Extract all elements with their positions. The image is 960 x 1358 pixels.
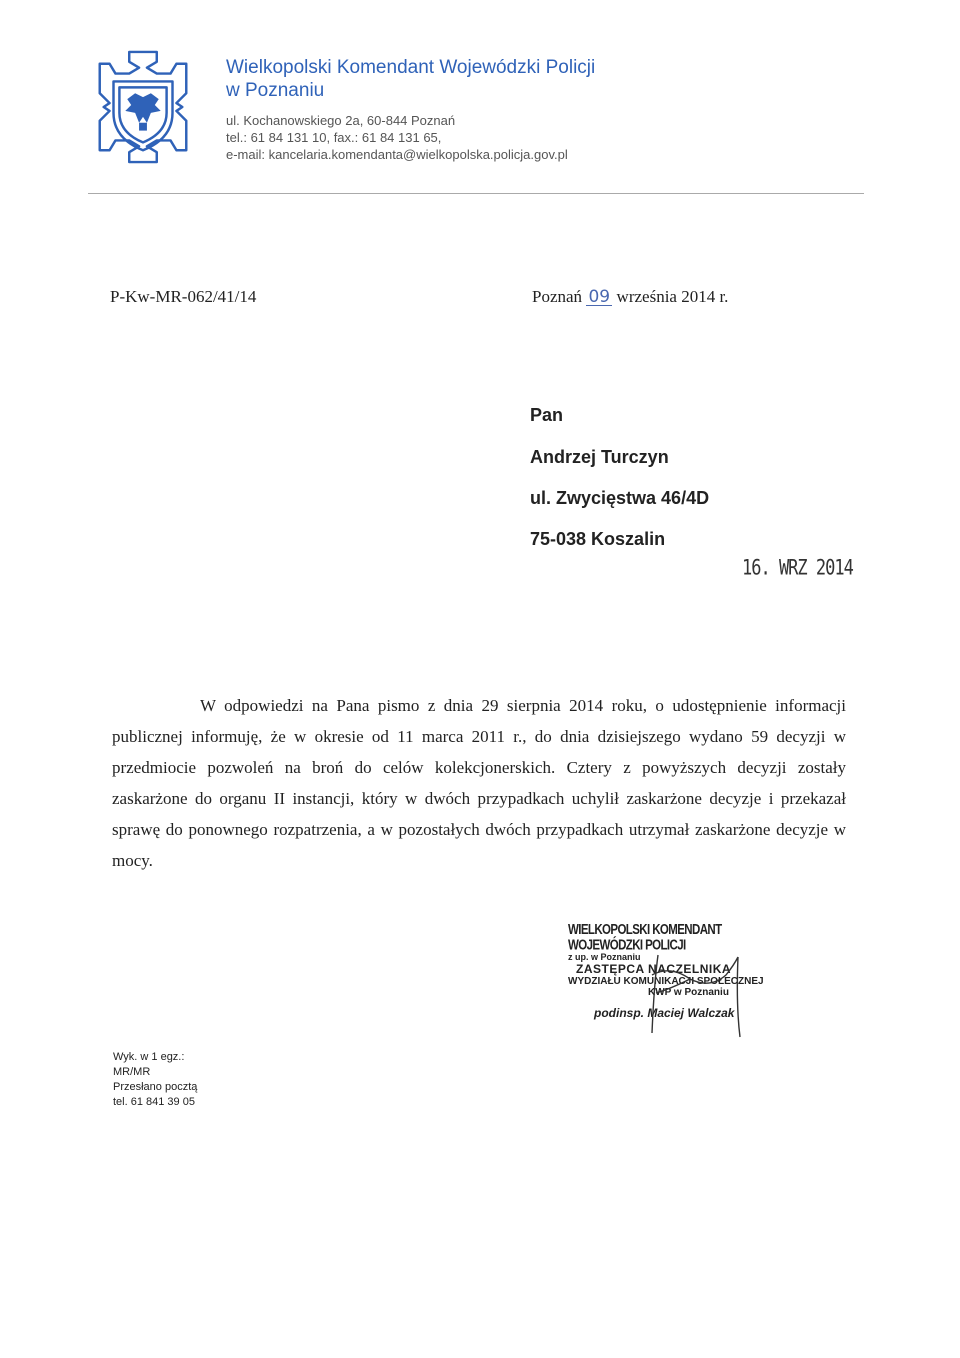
received-date-stamp: 16. WRZ 2014 [742,555,853,581]
recipient-salutation: Pan [530,405,564,425]
phone-line: tel.: 61 84 131 10, fax.: 61 84 131 65, [226,130,442,145]
footer-phone: tel. 61 841 39 05 [113,1096,195,1108]
letter-date [532,287,728,307]
recipient-street: ul. Zwycięstwa 46/4D [530,488,710,508]
organization-name [226,56,595,102]
stamp-line-authorization: z up. w Poznaniu [568,952,641,962]
date-rest: września 2014 r. [616,287,729,306]
stamp-line-commander: WIELKOPOLSKI KOMENDANT WOJEWÓDZKI POLICJI [568,922,722,954]
date-day-handwritten: 09 [586,290,612,306]
footer-initials: MR/MR [113,1066,151,1078]
footer-delivery: Przesłano pocztą [113,1081,198,1093]
stamp-line-title: ZASTĘPCA NACZELNIKA [576,962,732,976]
stamp-line-signatory: podinsp. Maciej Walczak [594,1006,735,1020]
address-line: ul. Kochanowskiego 2a, 60-844 Poznań [226,113,456,128]
letter-body [112,690,846,876]
organization-contact [226,112,568,163]
stamp-line-unit: KWP w Poznaniu [648,987,729,998]
recipient-city: 75-038 Koszalin [530,529,666,549]
letter-footer [113,1050,197,1110]
header-divider [88,193,864,194]
handwritten-signature [630,945,780,1040]
organization-name-line1: Wielkopolski Komendant Wojewódzki Policji [226,57,596,78]
body-paragraph: W odpowiedzi na Pana pismo z dnia 29 sierpnia 2014 roku, o udostępnienie informacji publicznej informuję, że w okresie od 11 marca 2011 r., do dnia dzisiejszego wydano 59 decyzji w przedmiocie pozwoleń na broń do celów kolekcjonerskich. Cztery z powyższych decyzji zostały zaskarżone do organu II instancji, który w dwóch przypadkach uchylił zaskarżone decyzje i przekazał sprawę do ponownego rozpatrzenia, a w pozostałych dwóch przypadkach utrzymał zaskarżone decyzje w mocy. [112,696,846,870]
recipient-name: Andrzej Turczyn [530,447,669,467]
footer-copies: Wyk. w 1 egz.: [113,1051,185,1063]
email-line: e-mail: kancelaria.komendanta@wielkopolska.policja.gov.pl [226,147,568,162]
reference-number: P-Kw-MR-062/41/14 [110,287,257,306]
date-place: Poznań [532,287,583,306]
police-emblem-logo [84,48,202,166]
organization-name-line2: w Poznaniu [226,80,325,101]
stamp-line-department: WYDZIAŁU KOMUNIKACJI SPOŁECZNEJ [568,976,764,987]
